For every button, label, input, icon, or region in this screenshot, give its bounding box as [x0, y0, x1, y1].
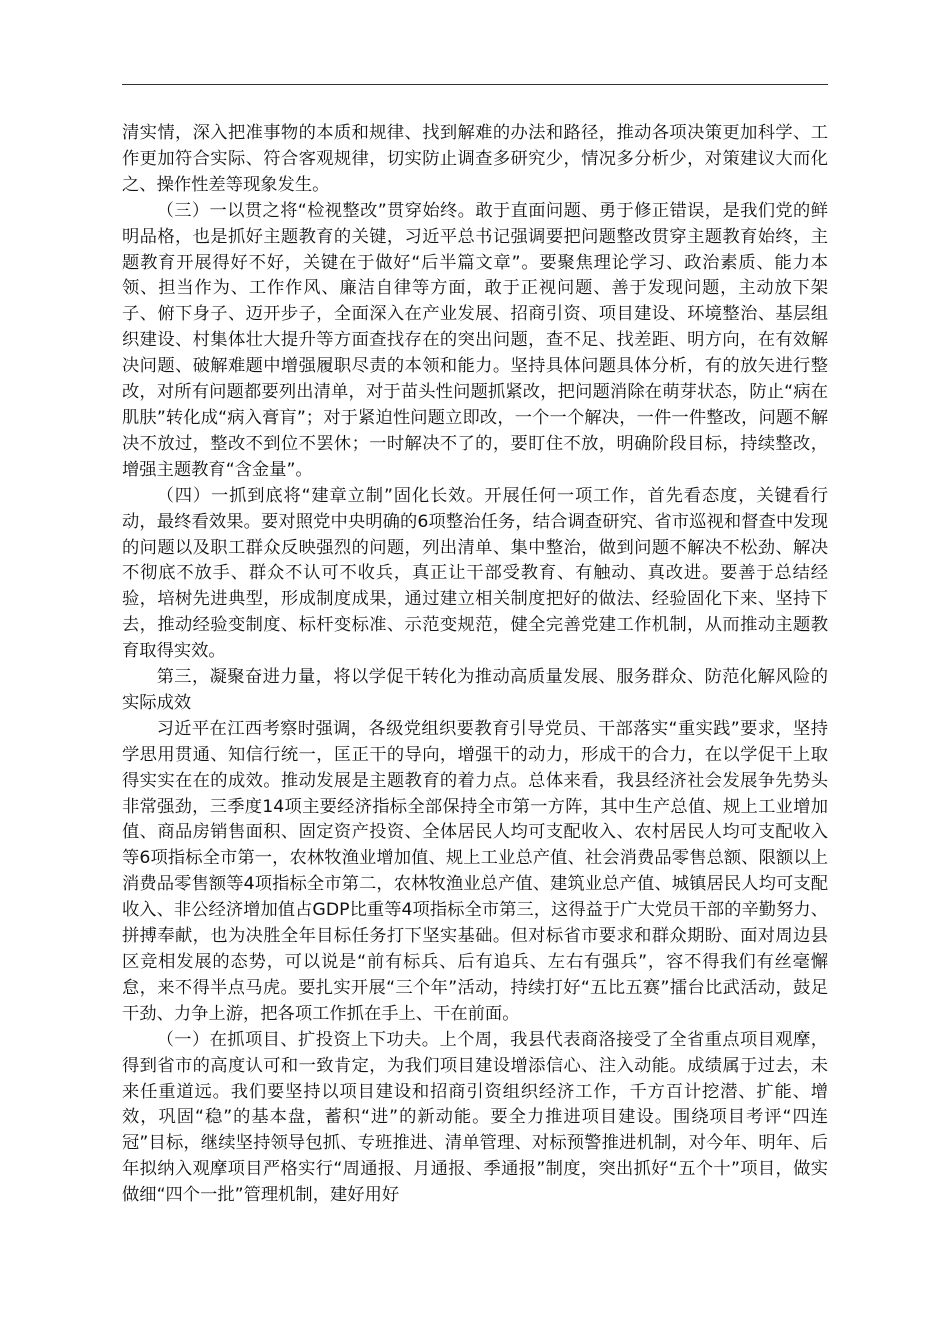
paragraph-3: （四）一抓到底将“建章立制”固化长效。开展任何一项工作，首先看态度，关键看行动，最终看效果。要对照党中央明确的6项整治任务，结合调查研究、省市巡视和督查中发现的问题以及职工群众反映强烈的问题，列出清单、集中整治，做到问题不解决不松劲、解决不彻底不放手、群众不认可不收兵，真正让干部受教育、有触动、真改进。要善于总结经验，培树先进典型，形成制度成果，通过建立相关制度把好的做法、经验固化下来、坚持下去，推动经验变制度、标杆变标准、示范变规范，健全完善党建工作机制，从而推动主题教育取得实效。	[122, 485, 828, 662]
document-body	[122, 121, 828, 1209]
paragraph-2: （三）一以贯之将“检视整改”贯穿始终。敢于直面问题、勇于修正错误，是我们党的鲜明品格，也是抓好主题教育的关键，习近平总书记强调要把问题整改贯穿主题教育始终，主题教育开展得好不好，关键在于做好“后半篇文章”。要聚焦理论学习、政治素质、能力本领、担当作为、工作作风、廉洁自律等方面，敢于正视问题、善于发现问题，主动放下架子、俯下身子、迈开步子，全面深入在产业发展、招商引资、项目建设、环境整治、基层组织建设、村集体壮大提升等方面查找存在的突出问题，查不足、找差距、明方向，在有效解决问题、破解难题中增强履职尽责的本领和能力。坚持具体问题具体分析，有的放矢进行整改，对所有问题都要列出清单，对于苗头性问题抓紧改，把问题消除在萌芽状态，防止“病在肌肤”转化成“病入膏肓”；对于紧迫性问题立即改，一个一个解决，一件一件整改，问题不解决不放过，整改不到位不罢休；一时解决不了的，要盯住不放，明确阶段目标，持续整改，增强主题教育“含金量”。	[122, 200, 828, 480]
paragraph-6: （一）在抓项目、扩投资上下功夫。上个周，我县代表商洛接受了全省重点项目观摩，得到省市的高度认可和一致肯定，为我们项目建设增添信心、注入动能。成绩属于过去，未来任重道远。我们要坚持以项目建设和招商引资组织经济工作，千方百计挖潜、扩能、增效，巩固“稳”的基本盘，蓄积“进”的新动能。要全力推进项目建设。围绕项目考评“四连冠”目标，继续坚持领导包抓、专班推进、清单管理、对标预警推进机制，对今年、明年、后年拟纳入观摩项目严格实行“周通报、月通报、季通报”制度，突出抓好“五个十”项目，做实做细“四个一批”管理机制，建好用好	[122, 1029, 828, 1206]
paragraph-1: 清实情，深入把准事物的本质和规律、找到解难的办法和路径，推动各项决策更加科学、工作更加符合实际、符合客观规律，切实防止调查多研究少，情况多分析少，对策建议大而化之、操作性差等现象发生。	[122, 123, 828, 195]
paragraph-4: 第三，凝聚奋进力量，将以学促干转化为推动高质量发展、服务群众、防范化解风险的实际成效	[122, 667, 828, 713]
header-rule	[122, 84, 828, 85]
paragraph-5: 习近平在江西考察时强调，各级党组织要教育引导党员、干部落实“重实践”要求，坚持学思用贯通、知信行统一，匡正干的导向，增强干的动力，形成干的合力，在以学促干上取得实实在在的成效。推动发展是主题教育的着力点。总体来看，我县经济社会发展争先势头非常强劲，三季度14项主要经济指标全部保持全市第一方阵，其中生产总值、规上工业增加值、商品房销售面积、固定资产投资、全体居民人均可支配收入、农村居民人均可支配收入等6项指标全市第一，农林牧渔业增加值、规上工业总产值、社会消费品零售总额、限额以上消费品零售额等4项指标全市第二，农林牧渔业总产值、建筑业总产值、城镇居民人均可支配收入、非公经济增加值占GDP比重等4项指标全市第三，这得益于广大党员干部的辛勤努力、拼搏奉献，也为决胜全年目标任务打下坚实基础。但对标省市要求和群众期盼、面对周边县区竞相发展的态势，可以说是“前有标兵、后有追兵、左右有强兵”，容不得我们有丝毫懈怠，来不得半点马虎。要扎实开展“三个年”活动，持续打好“五比五赛”擂台比武活动，鼓足干劲、力争上游，把各项工作抓在手上、干在前面。	[122, 718, 828, 1024]
